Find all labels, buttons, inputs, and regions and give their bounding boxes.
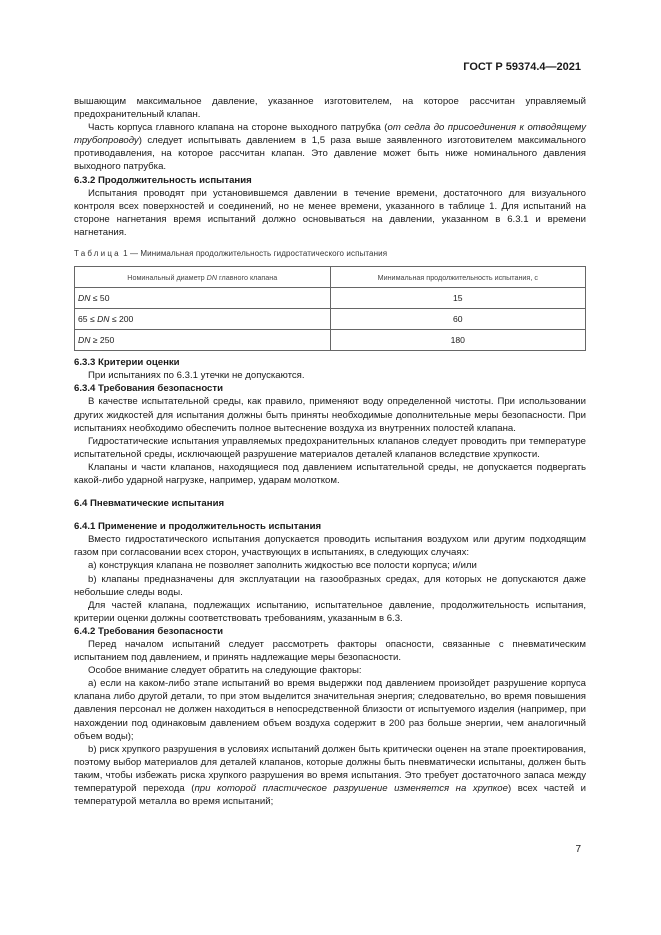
cell-text: DN — [97, 313, 110, 324]
table-row — [75, 309, 586, 330]
header-text: DN — [206, 272, 218, 282]
caption-text: 1 — Минимальная продолжительность гидростатического испытания — [120, 249, 388, 259]
caption-prefix: Таблица — [74, 249, 121, 259]
spacer — [74, 510, 586, 520]
section-heading: 6.3.4 Требования безопасности — [74, 383, 223, 395]
paragraph — [74, 121, 586, 173]
text-run: ) всех частей и температурой металла во время испытаний; — [74, 783, 586, 808]
header-text: Номинальный диаметр — [127, 272, 207, 282]
list-item: a) конструкция клапана не позволяет заполнить жидкостью все полости корпуса; и/или — [88, 560, 477, 572]
duration-cell: 60 — [330, 309, 586, 330]
diameter-cell — [75, 309, 331, 330]
cell-text: ≤ 200 — [109, 313, 134, 324]
list-item: b) клапаны предназначены для эксплуатации на газообразных средах, для которых не допускаются даже небольшие следы воды. — [74, 573, 586, 598]
list-item: a) если на каком-либо этапе испытаний во время выдержки под давлением произойдет разрушение корпуса клапана либо другой детали, то при этом выделится значительная энергия; следовательно, во время повышения давления персонал не должен находиться в непосредственной близости от испытуемого изделия (например, при нахождении под одинаковым давлением объем воздуха содержит в 200 раз больше энергии, чем аналогичный объем воды); — [74, 678, 586, 742]
header-text: главного клапана — [217, 272, 278, 282]
paragraph: Вместо гидростатического испытания допускается проводить испытания воздухом или другим подходящим газом при согласовании всех сторон, участвующих в испытаниях, в следующих случаях: — [74, 534, 586, 559]
section-heading: 6.3.2 Продолжительность испытания — [74, 174, 252, 186]
paragraph: Особое внимание следует обратить на следующие факторы: — [88, 665, 362, 677]
table-caption — [74, 247, 586, 260]
cell-text: ≥ 250 — [90, 334, 115, 345]
column-header-duration: Минимальная продолжительность испытания, с — [330, 267, 586, 288]
paragraph: Клапаны и части клапанов, находящиеся под давлением испытательной среды, не допускается подвергать какой-либо ударной нагрузке, например, ударам молотком. — [74, 461, 586, 486]
section-heading: 6.4 Пневматические испытания — [74, 498, 225, 510]
paragraph: Перед началом испытаний следует рассмотреть факторы опасности, связанные с пневматическим испытанием под давлением, и принять надлежащие меры безопасности. — [74, 639, 586, 664]
paragraph: Гидростатические испытания управляемых предохранительных клапанов следует проводить при температуре испытательной среды, исключающей разрушение материалов деталей клапанов вследствие хрупкости. — [74, 435, 586, 460]
column-header-diameter — [75, 267, 331, 288]
text-run: b) риск хрупкого разрушения в условиях испытаний должен быть критически оценен на этапе проектирования, поэтому выбор материалов для деталей клапанов, которые должны быть пневматически испытаны, должен быть таким, чтобы избежать риска хрупкого разрушения во время испытания. Это требует достаточного запаса между температурой перехода ( — [74, 743, 586, 795]
spacer — [74, 487, 586, 497]
paragraph: Для частей клапана, подлежащих испытанию, испытательное давление, продолжительность испытания, критерии оценки должны соответствовать требованиям, указанным в 6.3. — [74, 599, 586, 624]
page-content — [74, 95, 586, 808]
italic-text: от седла до присоединения к отводящему трубопроводу — [74, 122, 587, 147]
list-item — [74, 743, 586, 808]
document-id: ГОСТ Р 59374.4—2021 — [463, 61, 581, 73]
section-heading: 6.4.2 Требования безопасности — [74, 625, 223, 637]
table-header-row — [75, 267, 586, 288]
text-run: ) следует испытывать давлением в 1,5 раза выше заявленного изготовителем максимального противодавления, на которое рассчитан клапан. Это давление может быть ниже номинального давления выходного патрубка. — [74, 135, 586, 173]
table-row — [75, 330, 586, 351]
duration-cell: 180 — [330, 330, 586, 351]
page-number: 7 — [575, 844, 581, 855]
cell-text: DN — [78, 292, 91, 303]
cell-text: ≤ 50 — [90, 292, 110, 303]
text-run: Часть корпуса главного клапана на стороне выходного патрубка ( — [88, 122, 388, 134]
duration-table — [74, 266, 586, 351]
table-row — [75, 288, 586, 309]
diameter-cell — [75, 288, 331, 309]
diameter-cell — [75, 330, 331, 351]
duration-cell: 15 — [330, 288, 586, 309]
italic-text: при которой пластическое разрушение изменяется на хрупкое — [194, 783, 508, 795]
paragraph: В качестве испытательной среды, как правило, применяют воду определенной чистоты. При использовании других жидкостей для испытания должны быть приняты необходимые дополнительные меры безопасности. При испытаниях необходимо обеспечить полное вытеснение воздуха из внутренних полостей клапана. — [74, 396, 586, 434]
paragraph: При испытаниях по 6.3.1 утечки не допускаются. — [88, 370, 305, 382]
section-heading: 6.3.3 Критерии оценки — [74, 357, 180, 369]
cell-text: 65 ≤ — [78, 313, 98, 324]
paragraph: Испытания проводят при установившемся давлении в течение времени, достаточного для визуального контроля всех поверхностей и соединений, но не менее времени, указанного в таблице 1. Для испытаний на стороне нагнетания время испытаний должно основываться на давлении, указанном в 6.3.1 и времени нагнетания. — [74, 187, 586, 238]
paragraph: вышающим максимальное давление, указанное изготовителем, на которое рассчитан управляемый предохранительный клапан. — [74, 96, 586, 121]
cell-text: DN — [78, 334, 91, 345]
section-heading: 6.4.1 Применение и продолжительность испытания — [74, 521, 322, 533]
